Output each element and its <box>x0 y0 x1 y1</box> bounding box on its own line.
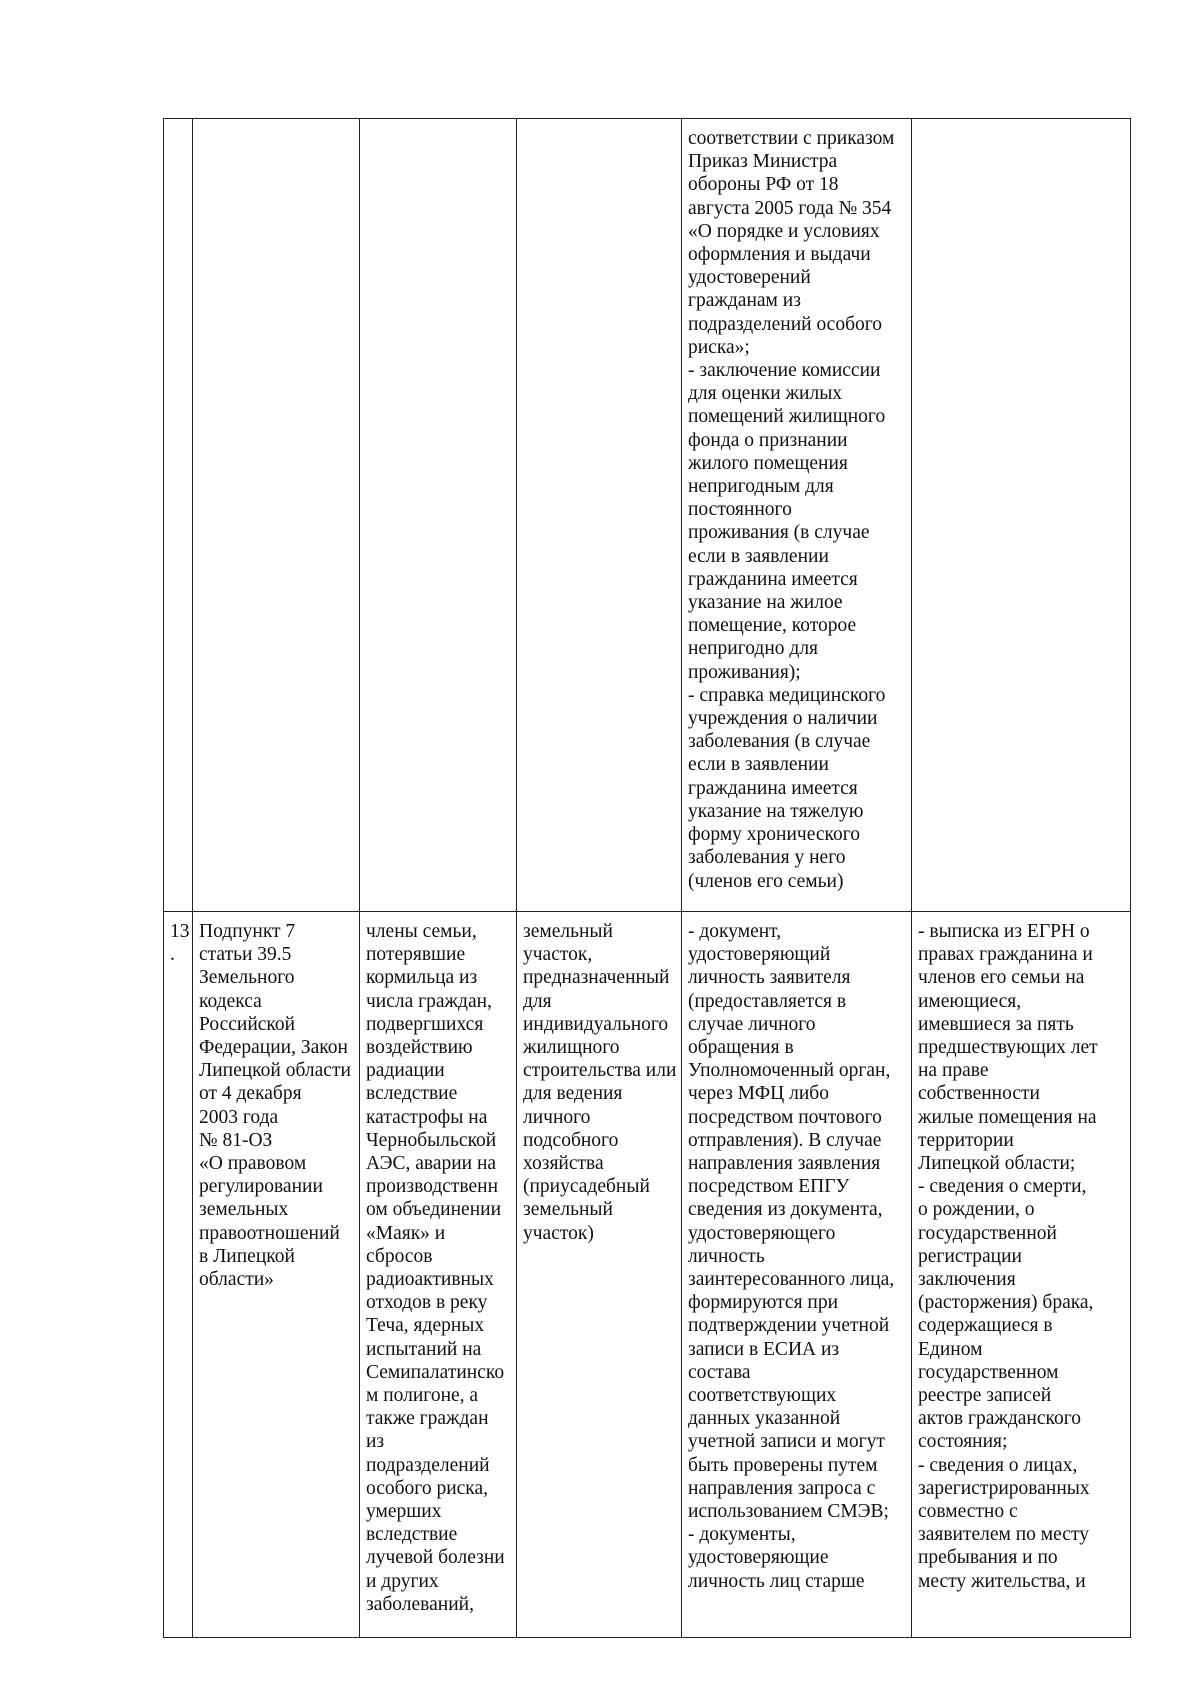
cell-text-line: подразделений <box>366 1454 490 1476</box>
cell-text-line: направления заявления <box>688 1153 881 1175</box>
cell-text-line: заявителем по месту <box>918 1524 1089 1546</box>
cell-text-line: воздействию <box>366 1037 473 1059</box>
cell-text-line: заболеваний, <box>366 1593 474 1615</box>
cell-text-line: области» <box>199 1269 274 1291</box>
cell-text-line: государственном <box>918 1361 1059 1383</box>
cell-text-line: «О порядке и условиях <box>688 220 880 242</box>
cell-text-line: «Маяк» и <box>366 1222 446 1244</box>
cell-text-line: состава <box>688 1361 751 1383</box>
cell-text-line: состояния; <box>918 1431 1008 1453</box>
cell-text-line: реестре записей <box>918 1385 1052 1407</box>
applicant-documents-cell <box>682 119 912 912</box>
cell-text-line: фонда о признании <box>688 429 848 451</box>
cell-text-line: случае личного <box>688 1013 816 1035</box>
land-plot-type-cell <box>517 119 682 912</box>
cell-text-line: регулировании <box>199 1176 323 1198</box>
cell-text-line: особого риска, <box>366 1477 488 1499</box>
cell-text-line: использованием СМЭВ; <box>688 1501 889 1523</box>
requested-documents-cell <box>912 912 1131 1638</box>
cell-text-line: записи в ЕСИА из <box>688 1338 840 1360</box>
cell-text-line: удостоверений <box>688 267 811 289</box>
cell-text-line: - выписка из ЕГРН о <box>918 921 1090 942</box>
cell-text-line: и других <box>366 1570 439 1592</box>
cell-text-line: Липецкой области; <box>918 1153 1076 1175</box>
cell-text-line: (расторжения) брака, <box>918 1292 1094 1314</box>
cell-text-line: территории <box>918 1129 1014 1151</box>
cell-text-line: статьи 39.5 <box>199 944 292 966</box>
row-number: 13. <box>170 921 190 966</box>
cell-text-line: членов его семьи на <box>918 967 1085 989</box>
cell-text-line: учреждения о наличии <box>688 708 878 730</box>
cell-text-line: указание на жилое <box>688 592 843 614</box>
cell-text-line: предназначенный <box>523 967 670 989</box>
cell-text-line: - справка медицинского <box>688 684 886 706</box>
cell-text-line: проживания); <box>688 661 801 683</box>
cell-text-line: если в заявлении <box>688 754 829 776</box>
cell-text-line: м полигоне, а <box>366 1385 479 1407</box>
cell-text-line: (членов его семьи) <box>688 870 844 892</box>
cell-text-line: от 4 декабря <box>199 1083 302 1105</box>
cell-text-line: «О правовом <box>199 1153 307 1175</box>
cell-text-line: № 81-ОЗ <box>199 1129 273 1151</box>
cell-text-line: подразделений особого <box>688 313 883 335</box>
cell-text-line: на праве <box>918 1060 989 1082</box>
cell-text-line: Российской <box>199 1013 296 1035</box>
cell-text-line: жилого помещения <box>688 452 848 474</box>
cell-text-line: предшествующих лет <box>918 1037 1098 1059</box>
cell-text-line: - документ, <box>688 921 782 942</box>
cell-text-line: быть проверены путем <box>688 1454 878 1476</box>
cell-text-line: земельных <box>199 1199 289 1221</box>
cell-text-line: помещений жилищного <box>688 406 886 428</box>
cell-text-line: заболевания (в случае <box>688 731 871 753</box>
cell-text-line: сбросов <box>366 1245 433 1267</box>
cell-text-line: содержащиеся в <box>918 1315 1053 1337</box>
cell-text-line: подсобного <box>523 1129 619 1151</box>
cell-text-line: АЭС, аварии на <box>366 1153 497 1175</box>
cell-text-line: потерявшие <box>366 944 466 966</box>
cell-text-line: актов гражданского <box>918 1408 1082 1430</box>
cell-text-line: непригодно для <box>688 638 819 660</box>
land-plot-type-cell <box>517 912 682 1638</box>
cell-text-line: подтверждении учетной <box>688 1315 890 1337</box>
cell-text-line: из <box>366 1431 385 1453</box>
cell-text-line: заключения <box>918 1269 1016 1291</box>
cell-text-line: правоотношений <box>199 1222 340 1244</box>
applicant-category-cell <box>360 119 517 912</box>
cell-text-line: данных указанной <box>688 1408 841 1430</box>
cell-text-line: Подпункт 7 <box>199 921 296 942</box>
cell-text-line: радиоактивных <box>366 1269 494 1291</box>
cell-text-line: формируются при <box>688 1292 839 1314</box>
cell-text-line: личность лиц старше <box>688 1570 865 1592</box>
applicant-documents-cell <box>682 912 912 1638</box>
cell-text-line: для <box>523 990 552 1012</box>
cell-text-line: зарегистрированных <box>918 1477 1090 1499</box>
cell-text-line: вследствие <box>366 1083 458 1105</box>
cell-text-line: отходов в реку <box>366 1292 488 1314</box>
cell-text-line: совместно с <box>918 1501 1018 1523</box>
cell-text-line: (приусадебный <box>523 1176 650 1198</box>
cell-text-line: обращения в <box>688 1037 794 1059</box>
cell-text-line: (предоставляется в <box>688 990 847 1012</box>
cell-text-line: собственности <box>918 1083 1040 1105</box>
cell-text-line: отправления). В случае <box>688 1129 882 1151</box>
cell-text-line: индивидуального <box>523 1013 669 1035</box>
cell-text-line: месту жительства, и <box>918 1570 1086 1592</box>
cell-text-line: направления запроса с <box>688 1477 876 1499</box>
cell-text-line: Федерации, Закон <box>199 1037 348 1059</box>
cell-text-line: заболевания у него <box>688 847 846 869</box>
cell-text-line: удостоверяющий <box>688 944 831 966</box>
row-number-cell <box>164 119 193 912</box>
cell-text-line: Приказ Министра <box>688 151 838 173</box>
cell-text-line: жилищного <box>523 1037 620 1059</box>
cell-text-line: имевшиеся за пять <box>918 1013 1074 1035</box>
cell-text-line: личность заявителя <box>688 967 851 989</box>
cell-text-line: подвергшихся <box>366 1013 484 1035</box>
cell-text-line: участок, <box>523 944 593 966</box>
cell-text-line: августа 2005 года № 354 <box>688 197 892 219</box>
services-table <box>163 118 1131 1638</box>
cell-text-line: личного <box>523 1106 591 1128</box>
cell-text-line: также граждан <box>366 1408 489 1430</box>
cell-text-line: 2003 года <box>199 1106 279 1128</box>
cell-text-line: риска»; <box>688 336 750 358</box>
cell-text-line: ом объединении <box>366 1199 502 1221</box>
cell-text-line: через МФЦ либо <box>688 1083 829 1105</box>
cell-text-line: Липецкой области <box>199 1060 351 1082</box>
cell-text-line: Теча, ядерных <box>366 1315 485 1337</box>
cell-text-line: числа граждан, <box>366 990 492 1012</box>
cell-text-line: форму хронического <box>688 824 861 846</box>
legal-basis-cell <box>193 912 360 1638</box>
cell-text-line: соответствующих <box>688 1385 837 1407</box>
table-row <box>164 912 1131 1638</box>
cell-text-line: жилые помещения на <box>918 1106 1097 1128</box>
cell-text-line: постоянного <box>688 499 792 521</box>
cell-text-line: Семипалатинско <box>366 1361 505 1383</box>
cell-text-line: кодекса <box>199 990 262 1012</box>
cell-text-line: посредством почтового <box>688 1106 882 1128</box>
cell-text-line: участок) <box>523 1222 594 1244</box>
cell-text-line: производственн <box>366 1176 499 1198</box>
cell-text-line: пребывания и по <box>918 1547 1058 1569</box>
cell-text-line: имеющиеся, <box>918 990 1022 1012</box>
cell-text-line: для оценки жилых <box>688 383 843 405</box>
cell-text-line: оформления и выдачи <box>688 244 871 266</box>
cell-text-line: - сведения о смерти, <box>918 1176 1087 1198</box>
cell-text-line: Чернобыльской <box>366 1129 497 1151</box>
cell-text-line: удостоверяющего <box>688 1222 836 1244</box>
cell-text-line: лучевой болезни <box>366 1547 505 1569</box>
cell-text-line: сведения из документа, <box>688 1199 883 1221</box>
cell-text-line: проживания (в случае <box>688 522 870 544</box>
cell-text-line: непригодным для <box>688 476 834 498</box>
cell-text-line: испытаний на <box>366 1338 482 1360</box>
cell-text-line: вследствие <box>366 1524 458 1546</box>
cell-text-line: Земельного <box>199 967 295 989</box>
cell-text-line: катастрофы на <box>366 1106 488 1128</box>
cell-text-line: обороны РФ от 18 <box>688 174 839 196</box>
cell-text-line: учетной записи и могут <box>688 1431 885 1453</box>
cell-text-line: гражданина имеется <box>688 777 858 799</box>
cell-text-line: посредством ЕПГУ <box>688 1176 850 1198</box>
cell-text-line: умерших <box>366 1501 442 1523</box>
row-number-cell <box>164 912 193 1638</box>
cell-text-line: - заключение комиссии <box>688 360 881 382</box>
cell-text-line: Едином <box>918 1338 983 1360</box>
cell-text-line: члены семьи, <box>366 921 477 942</box>
legal-basis-cell <box>193 119 360 912</box>
cell-text-line: - сведения о лицах, <box>918 1454 1078 1476</box>
cell-text-line: помещение, которое <box>688 615 857 637</box>
cell-text-line: правах гражданина и <box>918 944 1093 966</box>
cell-text-line: заинтересованного лица, <box>688 1269 895 1291</box>
cell-text-line: Уполномоченный орган, <box>688 1060 891 1082</box>
cell-text-line: регистрации <box>918 1245 1022 1267</box>
applicant-category-cell <box>360 912 517 1638</box>
cell-text-line: соответствии с приказом <box>688 128 895 149</box>
cell-text-line: удостоверяющие <box>688 1547 829 1569</box>
cell-text-line: в Липецкой <box>199 1245 295 1267</box>
cell-text-line: указание на тяжелую <box>688 800 864 822</box>
cell-text-line: государственной <box>918 1222 1057 1244</box>
cell-text-line: строительства или <box>523 1060 677 1082</box>
cell-text-line: личность <box>688 1245 765 1267</box>
cell-text-line: радиации <box>366 1060 445 1082</box>
requested-documents-cell <box>912 119 1131 912</box>
cell-text-line: - документы, <box>688 1524 796 1546</box>
cell-text-line: кормильца из <box>366 967 478 989</box>
table-row <box>164 119 1131 912</box>
cell-text-line: о рождении, о <box>918 1199 1035 1221</box>
cell-text-line: хозяйства <box>523 1153 604 1175</box>
cell-text-line: для ведения <box>523 1083 623 1105</box>
cell-text-line: земельный <box>523 1199 613 1221</box>
cell-text-line: земельный <box>523 921 613 942</box>
cell-text-line: гражданина имеется <box>688 568 858 590</box>
cell-text-line: гражданам из <box>688 290 801 312</box>
cell-text-line: если в заявлении <box>688 545 829 567</box>
